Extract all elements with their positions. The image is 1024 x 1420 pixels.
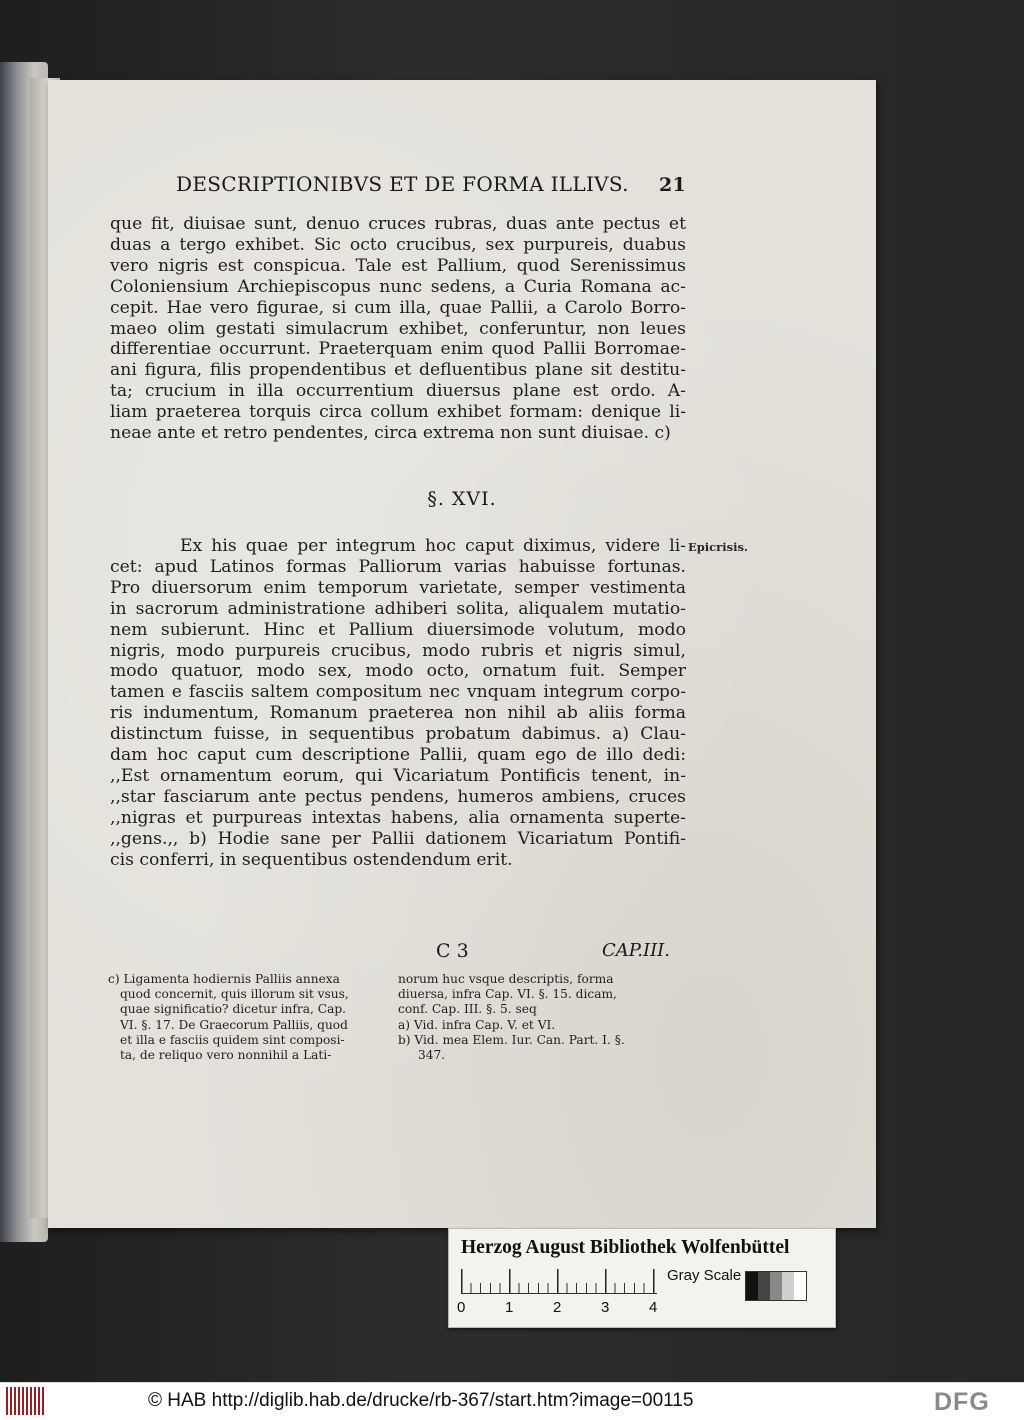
footnote-right-line: a) Vid. infra Cap. V. et VI.	[398, 1017, 556, 1032]
footnote-right-line: diuersa, infra Cap. VI. §. 15. dicam,	[398, 987, 617, 1002]
footer-bar	[0, 1382, 1024, 1420]
footnotes-right	[398, 972, 688, 1063]
gray-swatch	[770, 1272, 782, 1300]
paragraph-2-line: cet: apud Latinos formas Palliorum varias habuisse fortunas.	[110, 556, 686, 577]
gray-swatch	[794, 1272, 806, 1300]
footer-copyright-link[interactable]: © HAB http://diglib.hab.de/drucke/rb-367/start.htm?image=00115	[148, 1390, 694, 1411]
paragraph-2-line: ,,gens.,, b) Hodie sane per Pallii dationem Vicariatum Pontifi-	[110, 828, 686, 849]
paragraph-2-line: in sacrorum administratione adhiberi solita, aliqualem mutatio-	[110, 598, 686, 619]
paragraph-1-line: vero nigris est conspicua. Tale est Pallium, quod Serenissimus	[110, 255, 686, 276]
library-color-card	[448, 1228, 836, 1328]
paragraph-2	[110, 536, 686, 871]
paragraph-2-line: nem subierunt. Hinc et Pallium diuersimode volutum, modo	[110, 619, 686, 640]
footnote-right-line: b) Vid. mea Elem. Iur. Can. Part. I. §.	[398, 1032, 625, 1047]
paragraph-2-line: ,,star fasciarum ante pectus pendens, humeros ambiens, cruces	[110, 786, 686, 807]
paragraph-2-line: nigris, modo purpureis crucibus, modo rubris et nigris simul,	[110, 640, 686, 661]
footnote-right-line: norum huc vsque descriptis, forma	[398, 972, 614, 986]
running-head	[176, 172, 686, 196]
margin-note: Epicrisis.	[688, 540, 748, 554]
footnote-right-line: conf. Cap. III. §. 5. seq	[398, 1002, 537, 1017]
ruler-number: 1	[505, 1299, 514, 1316]
footnote-left-line: quod concernit, quis illorum sit vsus,	[120, 987, 349, 1002]
page-number: 21	[658, 174, 686, 196]
paragraph-1-line: ta; crucium in illa occurrentium diuersus plane est ordo. A-	[110, 381, 686, 402]
paragraph-2-line: Ex his quae per integrum hoc caput diximus, videre li-	[180, 536, 686, 556]
running-head-title: DESCRIPTIONIBVS ET DE FORMA ILLIVS.	[176, 172, 629, 196]
hab-barcode-logo-icon	[6, 1387, 46, 1415]
measure-ruler-major-ticks	[461, 1269, 657, 1293]
paragraph-2-line: ,,Est ornamentum eorum, qui Vicariatum Pontificis tenent, in-	[110, 765, 686, 786]
paragraph-1-line: Coloniensium Archiepiscopus nunc sedens, a Curia Romana ac-	[110, 276, 686, 297]
paragraph-1	[110, 214, 686, 444]
gray-scale-label: Gray Scale	[667, 1267, 742, 1284]
ruler-number: 4	[649, 1299, 658, 1316]
gray-swatch	[758, 1272, 770, 1300]
paragraph-2-line: Pro diuersorum enim temporum varietate, semper vestimenta	[110, 577, 686, 598]
signature-mark: C 3	[436, 940, 469, 962]
footnote-left-line: ta, de reliquo vero nonnihil a Lati-	[120, 1048, 332, 1063]
paragraph-1-line: cepit. Hae vero figurae, si cum illa, quae Pallii, a Carolo Borro-	[110, 297, 686, 318]
paragraph-2-line: distinctum fuisse, in sequentibus probatum dabimus. a) Clau-	[110, 724, 686, 745]
paragraph-2-line: cis conferri, in sequentibus ostendendum erit.	[110, 849, 513, 870]
paragraph-1-line: neae ante et retro pendentes, circa extrema non sunt diuisae. c)	[110, 423, 671, 444]
footnote-right-line: 347.	[418, 1048, 446, 1063]
paragraph-2-line: ,,nigras et purpureas intextas habens, alia ornamenta superte-	[110, 807, 686, 828]
paragraph-1-line: que fit, diuisae sunt, denuo cruces rubras, duas ante pectus et	[110, 214, 686, 234]
ruler-number: 2	[553, 1299, 562, 1316]
section-heading: §. XVI.	[427, 488, 497, 510]
paragraph-1-line: differentiae occurrunt. Praeterquam enim quod Pallii Borromae-	[110, 339, 686, 360]
footnote-left-line: VI. §. 17. De Graecorum Palliis, quod	[120, 1017, 348, 1032]
paragraph-1-line: maeo olim gestati simulacrum exhibet, conferuntur, non leues	[110, 318, 686, 339]
footnote-left-line: c) Ligamenta hodiernis Palliis annexa	[108, 972, 340, 986]
footnotes-left	[108, 972, 388, 1063]
ruler-number: 3	[601, 1299, 610, 1316]
catchword: CAP.III.	[602, 940, 671, 961]
paragraph-2-line: modo quatuor, modo sex, modo octo, ornatum fuit. Semper	[110, 661, 686, 682]
dfg-logo: DFG	[934, 1388, 990, 1416]
library-card-title: Herzog August Bibliothek Wolfenbüttel	[461, 1237, 790, 1258]
footnote-left-line: et illa e fasciis quidem sint composi-	[120, 1032, 345, 1047]
paragraph-2-line: dam hoc caput cum descriptione Pallii, quam ego de illo dedi:	[110, 745, 686, 766]
paragraph-1-line: duas a tergo exhibet. Sic octo crucibus, sex purpureis, duabus	[110, 234, 686, 255]
paragraph-2-line: tamen e fasciis saltem compositum nec vnquam integrum corpo-	[110, 682, 686, 703]
footnote-left-line: quae significatio? dicetur infra, Cap.	[120, 1002, 347, 1017]
paragraph-2-line: ris indumentum, Romanum praeterea non nihil ab aliis forma	[110, 703, 686, 724]
gray-swatch	[746, 1272, 758, 1300]
ruler-number: 0	[457, 1299, 466, 1316]
paragraph-1-line: ani figura, filis propendentibus et defluentibus plane sit destitu-	[110, 360, 686, 381]
gray-scale-swatches	[745, 1271, 807, 1301]
paragraph-1-line: liam praeterea torquis circa collum exhibet formam: denique li-	[110, 402, 686, 423]
gray-swatch	[782, 1272, 794, 1300]
